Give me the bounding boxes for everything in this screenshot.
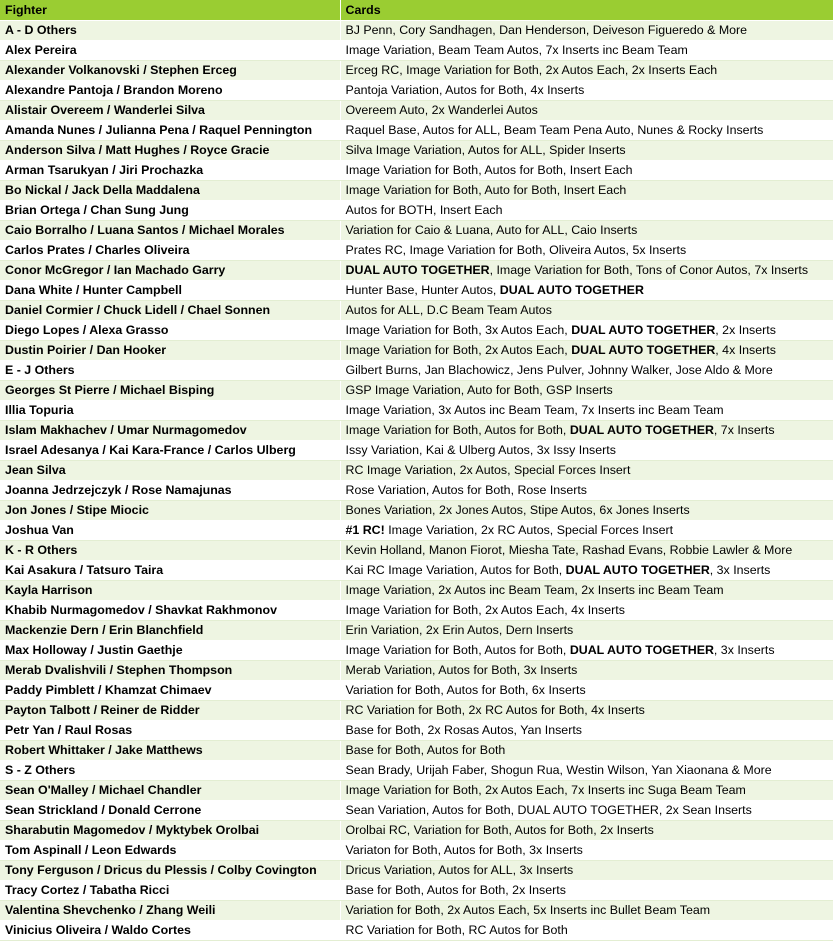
highlight-text: DUAL AUTO TOGETHER xyxy=(569,643,714,657)
fighter-cell: Daniel Cormier / Chuck Lidell / Chael Sonnen xyxy=(0,301,340,321)
cards-text: Gilbert Burns, Jan Blachowicz, Jens Pulver, Johnny Walker, Jose Aldo & More xyxy=(345,363,773,377)
fighter-cell: Valentina Shevchenko / Zhang Weili xyxy=(0,901,340,921)
cards-text: Image Variation, Beam Team Autos, 7x Inserts inc Beam Team xyxy=(345,43,688,57)
cards-cell xyxy=(340,881,833,901)
cards-text: Image Variation for Both, 2x Autos Each, 4x Inserts xyxy=(345,603,625,617)
cards-text: RC Variation for Both, 2x RC Autos for Both, 4x Inserts xyxy=(345,703,645,717)
fighter-cell: Caio Borralho / Luana Santos / Michael Morales xyxy=(0,221,340,241)
cards-cell xyxy=(340,601,833,621)
cards-text: Dricus Variation, Autos for ALL, 3x Inserts xyxy=(345,863,574,877)
fighter-cell: K - R Others xyxy=(0,541,340,561)
fighter-cell: S - Z Others xyxy=(0,761,340,781)
fighter-cell: Alexandre Pantoja / Brandon Moreno xyxy=(0,81,340,101)
cards-text: Image Variation for Both, Autos for Both, Insert Each xyxy=(345,163,633,177)
cards-cell xyxy=(340,621,833,641)
cards-text: Pantoja Variation, Autos for Both, 4x Inserts xyxy=(345,83,585,97)
fighter-cell: Dana White / Hunter Campbell xyxy=(0,281,340,301)
cards-cell xyxy=(340,721,833,741)
table-row xyxy=(0,641,833,661)
table-row xyxy=(0,921,833,941)
cards-text: Kai RC Image Variation, Autos for Both, xyxy=(345,563,566,577)
cards-cell xyxy=(340,101,833,121)
cards-text: Variaton for Both, Autos for Both, 3x Inserts xyxy=(345,843,583,857)
cards-cell xyxy=(340,201,833,221)
cards-text: Sean Variation, Autos for Both, DUAL AUTO TOGETHER, 2x Sean Inserts xyxy=(345,803,752,817)
cards-cell xyxy=(340,281,833,301)
table-row xyxy=(0,801,833,821)
table-row xyxy=(0,261,833,281)
fighter-cell: Vinicius Oliveira / Waldo Cortes xyxy=(0,921,340,941)
fighter-cell: Alex Pereira xyxy=(0,41,340,61)
cards-text: Variation for Both, 2x Autos Each, 5x Inserts inc Bullet Beam Team xyxy=(345,903,711,917)
table-row xyxy=(0,361,833,381)
fighter-cell: Diego Lopes / Alexa Grasso xyxy=(0,321,340,341)
cards-cell xyxy=(340,841,833,861)
table-row xyxy=(0,741,833,761)
cards-text: Orolbai RC, Variation for Both, Autos for Both, 2x Inserts xyxy=(345,823,654,837)
header-row xyxy=(0,0,833,21)
cards-text: Base for Both, Autos for Both, 2x Inserts xyxy=(345,883,566,897)
highlight-text: DUAL AUTO TOGETHER xyxy=(345,263,490,277)
table-row xyxy=(0,761,833,781)
table-row xyxy=(0,41,833,61)
table-row xyxy=(0,861,833,881)
fighter-cell: Alexander Volkanovski / Stephen Erceg xyxy=(0,61,340,81)
table-row xyxy=(0,421,833,441)
cards-cell xyxy=(340,821,833,841)
cards-text: , 3x Inserts xyxy=(713,643,775,657)
fighter-cell: Kayla Harrison xyxy=(0,581,340,601)
table-row xyxy=(0,701,833,721)
cards-text: Image Variation for Both, 2x Autos Each, 7x Inserts inc Suga Beam Team xyxy=(345,783,746,797)
cards-text: Prates RC, Image Variation for Both, Oliveira Autos, 5x Inserts xyxy=(345,243,687,257)
cards-cell xyxy=(340,361,833,381)
cards-cell xyxy=(340,81,833,101)
cards-cell xyxy=(340,381,833,401)
cards-cell xyxy=(340,441,833,461)
cards-cell xyxy=(340,801,833,821)
cards-text: BJ Penn, Cory Sandhagen, Dan Henderson, Deiveson Figueredo & More xyxy=(345,23,748,37)
table-row xyxy=(0,121,833,141)
cards-text: Merab Variation, Autos for Both, 3x Inserts xyxy=(345,663,578,677)
fighter-cell: Robert Whittaker / Jake Matthews xyxy=(0,741,340,761)
table-row xyxy=(0,61,833,81)
cards-text: Variation for Caio & Luana, Auto for ALL, Caio Inserts xyxy=(345,223,638,237)
fighter-cell: Arman Tsarukyan / Jiri Prochazka xyxy=(0,161,340,181)
table-row xyxy=(0,601,833,621)
fighter-cell: Joshua Van xyxy=(0,521,340,541)
fighter-cell: Alistair Overeem / Wanderlei Silva xyxy=(0,101,340,121)
cards-cell xyxy=(340,661,833,681)
cards-cell xyxy=(340,701,833,721)
cards-text: Sean Brady, Urijah Faber, Shogun Rua, Westin Wilson, Yan Xiaonana & More xyxy=(345,763,772,777)
cards-cell xyxy=(340,741,833,761)
cards-text: , 3x Inserts xyxy=(709,563,771,577)
table-row xyxy=(0,481,833,501)
cards-cell xyxy=(340,541,833,561)
cards-text: Erceg RC, Image Variation for Both, 2x Autos Each, 2x Inserts Each xyxy=(345,63,718,77)
highlight-text: DUAL AUTO TOGETHER xyxy=(571,343,716,357)
cards-text: Base for Both, Autos for Both xyxy=(345,743,506,757)
cards-cell xyxy=(340,781,833,801)
cards-column-header: Cards xyxy=(340,0,833,21)
highlight-text: DUAL AUTO TOGETHER xyxy=(499,283,644,297)
highlight-text: DUAL AUTO TOGETHER xyxy=(569,423,714,437)
table-row xyxy=(0,341,833,361)
cards-cell xyxy=(340,401,833,421)
cards-text: , 7x Inserts xyxy=(713,423,775,437)
cards-cell xyxy=(340,341,833,361)
cards-text: , Image Variation for Both, Tons of Conor Autos, 7x Inserts xyxy=(489,263,809,277)
cards-text: Overeem Auto, 2x Wanderlei Autos xyxy=(345,103,538,117)
fighter-cell: A - D Others xyxy=(0,21,340,41)
table-row xyxy=(0,901,833,921)
cards-text: Image Variation for Both, 3x Autos Each, xyxy=(345,323,572,337)
cards-cell xyxy=(340,421,833,441)
cards-text: Erin Variation, 2x Erin Autos, Dern Inserts xyxy=(345,623,574,637)
table-row xyxy=(0,681,833,701)
fighter-cell: Tony Ferguson / Dricus du Plessis / Colby Covington xyxy=(0,861,340,881)
cards-cell xyxy=(340,161,833,181)
table-row xyxy=(0,661,833,681)
fighter-cell: Sean Strickland / Donald Cerrone xyxy=(0,801,340,821)
cards-cell xyxy=(340,61,833,81)
table-row xyxy=(0,321,833,341)
fighter-cell: Kai Asakura / Tatsuro Taira xyxy=(0,561,340,581)
fighter-cell: Mackenzie Dern / Erin Blanchfield xyxy=(0,621,340,641)
cards-text: Image Variation for Both, Auto for Both, Insert Each xyxy=(345,183,627,197)
cards-cell xyxy=(340,901,833,921)
cards-text: RC Image Variation, 2x Autos, Special Forces Insert xyxy=(345,463,631,477)
table-row xyxy=(0,521,833,541)
fighter-cell: Amanda Nunes / Julianna Pena / Raquel Pennington xyxy=(0,121,340,141)
cards-text: Silva Image Variation, Autos for ALL, Spider Inserts xyxy=(345,143,626,157)
cards-cell xyxy=(340,121,833,141)
cards-cell xyxy=(340,241,833,261)
fighter-cell: Petr Yan / Raul Rosas xyxy=(0,721,340,741)
fighter-cell: Khabib Nurmagomedov / Shavkat Rakhmonov xyxy=(0,601,340,621)
fighter-cell: E - J Others xyxy=(0,361,340,381)
table-row xyxy=(0,541,833,561)
cards-text: Autos for BOTH, Insert Each xyxy=(345,203,503,217)
cards-cell xyxy=(340,181,833,201)
table-row xyxy=(0,581,833,601)
table-row xyxy=(0,821,833,841)
cards-cell xyxy=(340,41,833,61)
table-row xyxy=(0,181,833,201)
table-row xyxy=(0,881,833,901)
fighter-cell: Tom Aspinall / Leon Edwards xyxy=(0,841,340,861)
table-row xyxy=(0,301,833,321)
fighter-cell: Jean Silva xyxy=(0,461,340,481)
fighter-cell: Carlos Prates / Charles Oliveira xyxy=(0,241,340,261)
fighter-cell: Paddy Pimblett / Khamzat Chimaev xyxy=(0,681,340,701)
table-row xyxy=(0,841,833,861)
fighter-cell: Sharabutin Magomedov / Myktybek Orolbai xyxy=(0,821,340,841)
cards-text: , 2x Inserts xyxy=(715,323,776,337)
table-row xyxy=(0,141,833,161)
cards-cell xyxy=(340,861,833,881)
fighter-column-header: Fighter xyxy=(0,0,340,21)
cards-cell xyxy=(340,461,833,481)
cards-cell xyxy=(340,681,833,701)
cards-cell xyxy=(340,321,833,341)
fighter-cell: Jon Jones / Stipe Miocic xyxy=(0,501,340,521)
cards-text: Variation for Both, Autos for Both, 6x Inserts xyxy=(345,683,586,697)
cards-text: Hunter Base, Hunter Autos, xyxy=(345,283,500,297)
cards-cell xyxy=(340,301,833,321)
cards-cell xyxy=(340,221,833,241)
cards-cell xyxy=(340,521,833,541)
fighter-cell: Joanna Jedrzejczyk / Rose Namajunas xyxy=(0,481,340,501)
table-row xyxy=(0,401,833,421)
cards-text: Image Variation for Both, Autos for Both, xyxy=(345,643,570,657)
fighter-cell: Merab Dvalishvili / Stephen Thompson xyxy=(0,661,340,681)
cards-text: Raquel Base, Autos for ALL, Beam Team Pena Auto, Nunes & Rocky Inserts xyxy=(345,123,764,137)
table-row xyxy=(0,81,833,101)
table-row xyxy=(0,21,833,41)
table-row xyxy=(0,281,833,301)
cards-text: Image Variation for Both, Autos for Both, xyxy=(345,423,570,437)
cards-text: Image Variation, 3x Autos inc Beam Team, 7x Inserts inc Beam Team xyxy=(345,403,724,417)
cards-cell xyxy=(340,481,833,501)
table-row xyxy=(0,161,833,181)
cards-cell xyxy=(340,641,833,661)
table-row xyxy=(0,101,833,121)
table-row xyxy=(0,201,833,221)
cards-cell xyxy=(340,761,833,781)
fighter-cell: Brian Ortega / Chan Sung Jung xyxy=(0,201,340,221)
highlight-text: #1 RC! xyxy=(345,523,385,537)
cards-text: Kevin Holland, Manon Fiorot, Miesha Tate, Rashad Evans, Robbie Lawler & More xyxy=(345,543,793,557)
cards-text: Base for Both, 2x Rosas Autos, Yan Inserts xyxy=(345,723,582,737)
fighter-cell: Anderson Silva / Matt Hughes / Royce Gracie xyxy=(0,141,340,161)
cards-text: GSP Image Variation, Auto for Both, GSP Inserts xyxy=(345,383,613,397)
cards-cell xyxy=(340,261,833,281)
cards-text: RC Variation for Both, RC Autos for Both xyxy=(345,923,568,937)
table-row xyxy=(0,381,833,401)
table-row xyxy=(0,781,833,801)
cards-text: , 4x Inserts xyxy=(715,343,776,357)
highlight-text: DUAL AUTO TOGETHER xyxy=(571,323,716,337)
fighter-cell: Tracy Cortez / Tabatha Ricci xyxy=(0,881,340,901)
fighter-cell: Conor McGregor / Ian Machado Garry xyxy=(0,261,340,281)
cards-text: Bones Variation, 2x Jones Autos, Stipe Autos, 6x Jones Inserts xyxy=(345,503,690,517)
cards-cell xyxy=(340,21,833,41)
cards-cell xyxy=(340,501,833,521)
table-row xyxy=(0,721,833,741)
cards-cell xyxy=(340,581,833,601)
table-row xyxy=(0,461,833,481)
table-row xyxy=(0,241,833,261)
highlight-text: DUAL AUTO TOGETHER xyxy=(565,563,710,577)
table-body xyxy=(0,21,833,941)
table-row xyxy=(0,221,833,241)
table-row xyxy=(0,441,833,461)
cards-text: Image Variation, 2x Autos inc Beam Team, 2x Inserts inc Beam Team xyxy=(345,583,724,597)
cards-cell xyxy=(340,921,833,941)
table-row xyxy=(0,621,833,641)
fighter-cell: Payton Talbott / Reiner de Ridder xyxy=(0,701,340,721)
cards-text: Autos for ALL, D.C Beam Team Autos xyxy=(345,303,552,317)
fighter-cell: Islam Makhachev / Umar Nurmagomedov xyxy=(0,421,340,441)
cards-text: Rose Variation, Autos for Both, Rose Inserts xyxy=(345,483,588,497)
cards-text: Image Variation for Both, 2x Autos Each, xyxy=(345,343,572,357)
cards-cell xyxy=(340,561,833,581)
fighter-cell: Max Holloway / Justin Gaethje xyxy=(0,641,340,661)
cards-text: Issy Variation, Kai & Ulberg Autos, 3x Issy Inserts xyxy=(345,443,616,457)
fighter-cell: Bo Nickal / Jack Della Maddalena xyxy=(0,181,340,201)
cards-text: Image Variation, 2x RC Autos, Special Forces Insert xyxy=(384,523,674,537)
table-row xyxy=(0,561,833,581)
cards-cell xyxy=(340,141,833,161)
fighter-cell: Dustin Poirier / Dan Hooker xyxy=(0,341,340,361)
fighter-cell: Georges St Pierre / Michael Bisping xyxy=(0,381,340,401)
fighter-cell: Illia Topuria xyxy=(0,401,340,421)
fighter-cell: Israel Adesanya / Kai Kara-France / Carlos Ulberg xyxy=(0,441,340,461)
fighter-cell: Sean O'Malley / Michael Chandler xyxy=(0,781,340,801)
table-row xyxy=(0,501,833,521)
